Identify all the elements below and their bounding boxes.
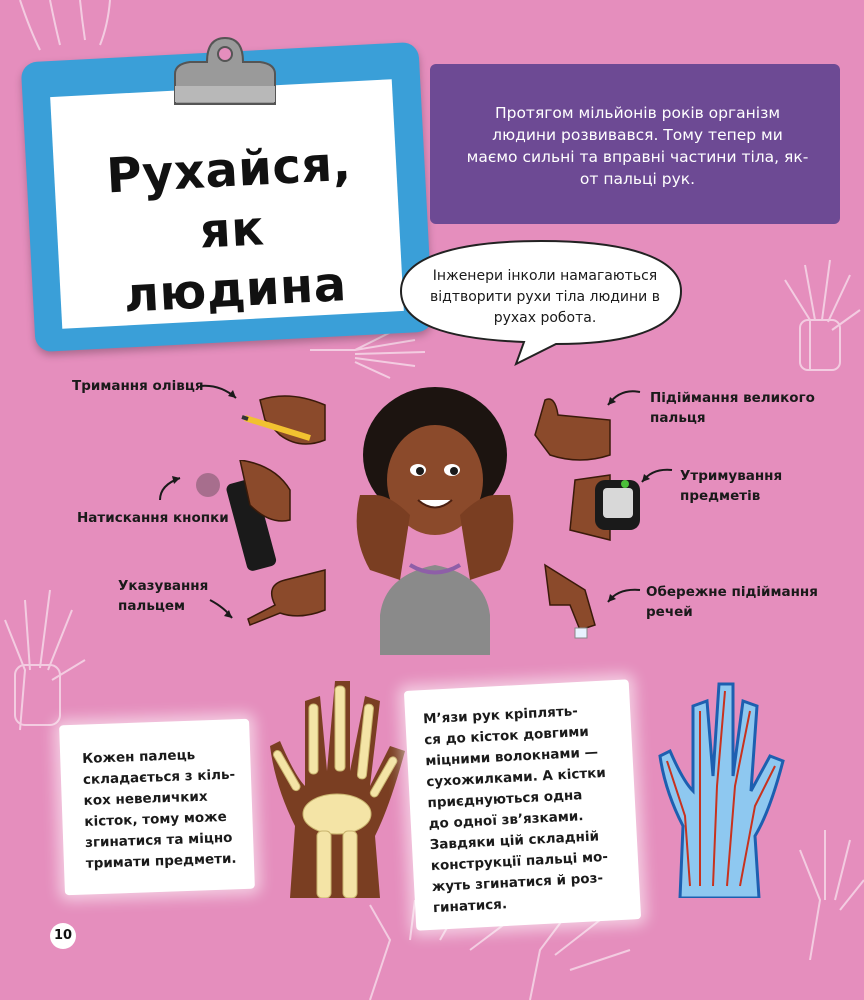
card-left-line: складається з кіль-: [82, 766, 236, 788]
title-line-1: Рухайся,: [105, 135, 353, 205]
arrow-button-icon: [160, 478, 180, 500]
card-right-line: сухожилками. А кістки: [426, 764, 607, 791]
card-right-line: гинатися.: [432, 896, 508, 917]
card-right-line: міцними волокнами —: [424, 744, 599, 770]
card-left-line: згинатися та міцно: [84, 829, 233, 851]
label-careful-lift-line-1: Обережне підіймання: [646, 584, 818, 600]
muscle-hand-icon: [655, 676, 790, 898]
label-holding-line-1: Утримування: [680, 468, 783, 484]
title-line-2: як людина: [122, 200, 348, 324]
card-left-line: Кожен палець: [81, 747, 196, 767]
background-hand-icon: [790, 820, 864, 960]
card-right-line: М’язи рук кріплять-: [422, 703, 579, 728]
label-button-press: Натискання кнопки: [77, 510, 229, 526]
intro-text: Протягом мільйонів років організм людини розвивався. Тому тепер ми маємо сильні та вправні частини тіла, як-от пальці рук.: [466, 104, 809, 188]
page-number: 10: [50, 923, 76, 949]
info-card-right-text: [423, 699, 634, 919]
skeleton-hand-icon: [265, 676, 415, 898]
label-thumb-up-line-2: пальця: [650, 410, 706, 426]
info-card-left-text: [82, 743, 256, 875]
label-pointing-line-1: Указування: [118, 578, 209, 594]
card-left-line: кісток, тому може: [84, 808, 228, 830]
label-pointing-line-2: пальцем: [118, 598, 186, 614]
bubble-text: Інженери інколи намагаються відтворити рухи тіла людини в рухах робота.: [430, 268, 660, 326]
card-right-line: ся до кісток довгими: [423, 723, 590, 749]
label-holding-line-2: предметів: [680, 488, 761, 504]
card-right-line: конструкції пальці мо-: [430, 848, 609, 875]
card-right-line: приєднуються одна: [427, 787, 583, 812]
label-thumb-up-line-1: Підіймання великого: [650, 390, 815, 406]
label-careful-lift-line-2: речей: [646, 604, 693, 620]
card-left-line: тримати предмети.: [85, 850, 237, 872]
card-right-line: Завдяки цій складній: [429, 828, 600, 854]
card-left-line: кох невеличких: [83, 788, 208, 809]
card-right-line: до одної зв’язками.: [428, 808, 584, 833]
card-right-line: жуть згинатися й роз-: [431, 870, 604, 896]
label-pencil: Тримання олівця: [72, 378, 204, 394]
